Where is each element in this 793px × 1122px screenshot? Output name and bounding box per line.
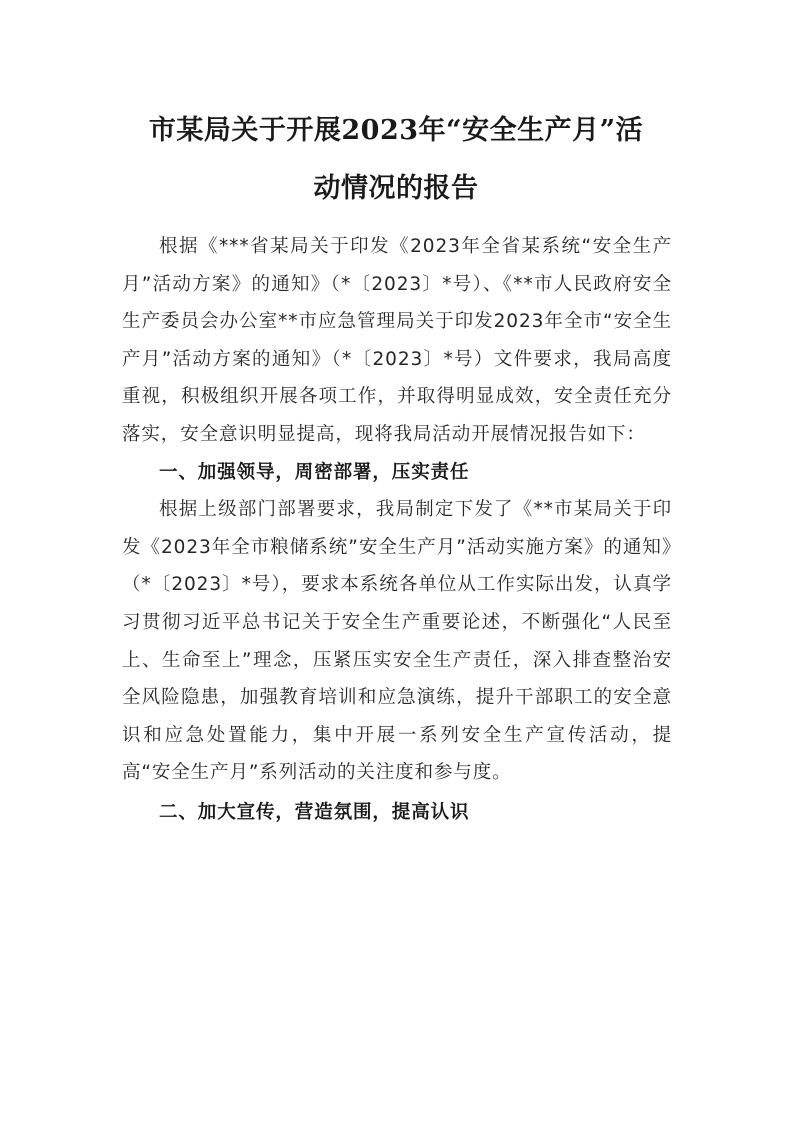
document-title [118, 102, 674, 218]
title-line-1: 市某局关于开展2023年“安全生产月”活 [148, 115, 644, 146]
section-1-heading: 一、加强领导，周密部署，压实责任 [159, 461, 470, 483]
title-line-2: 动情况的报告 [313, 173, 479, 204]
document-body [122, 228, 672, 832]
intro-paragraph: 根据《***省某局关于印发《2023年全省某系统“安全生产月”活动方案》的通知》（*〔2023〕*号）、《**市人民政府安全生产委员会办公室**市应急管理局关于印发2023年全市“安全生产月”活动方案的通知》（*〔2023〕*号）文件要求，我局高度重视，积极组织开展各项工作，并取得明显成效，安全责任充分落实，安全意识明显提高，现将我局活动开展情况报告如下： [122, 236, 672, 445]
section-2-heading: 二、加大宣传，营造氛围，提高认识 [159, 801, 470, 823]
section-1-paragraph: 根据上级部门部署要求，我局制定下发了《**市某局关于印发《2023年全市粮储系统”安全生产月”活动实施方案》的通知》（*〔2023〕*号），要求本系统各单位从工作实际出发，认真学习贯彻习近平总书记关于安全生产重要论述，不断强化“人民至上、生命至上”理念，压紧压实安全生产责任，深入排查整治安全风险隐患，加强教育培训和应急演练，提升干部职工的安全意识和应急处置能力，集中开展一系列安全生产宣传活动，提高“安全生产月”系列活动的关注度和参与度。 [122, 499, 672, 784]
